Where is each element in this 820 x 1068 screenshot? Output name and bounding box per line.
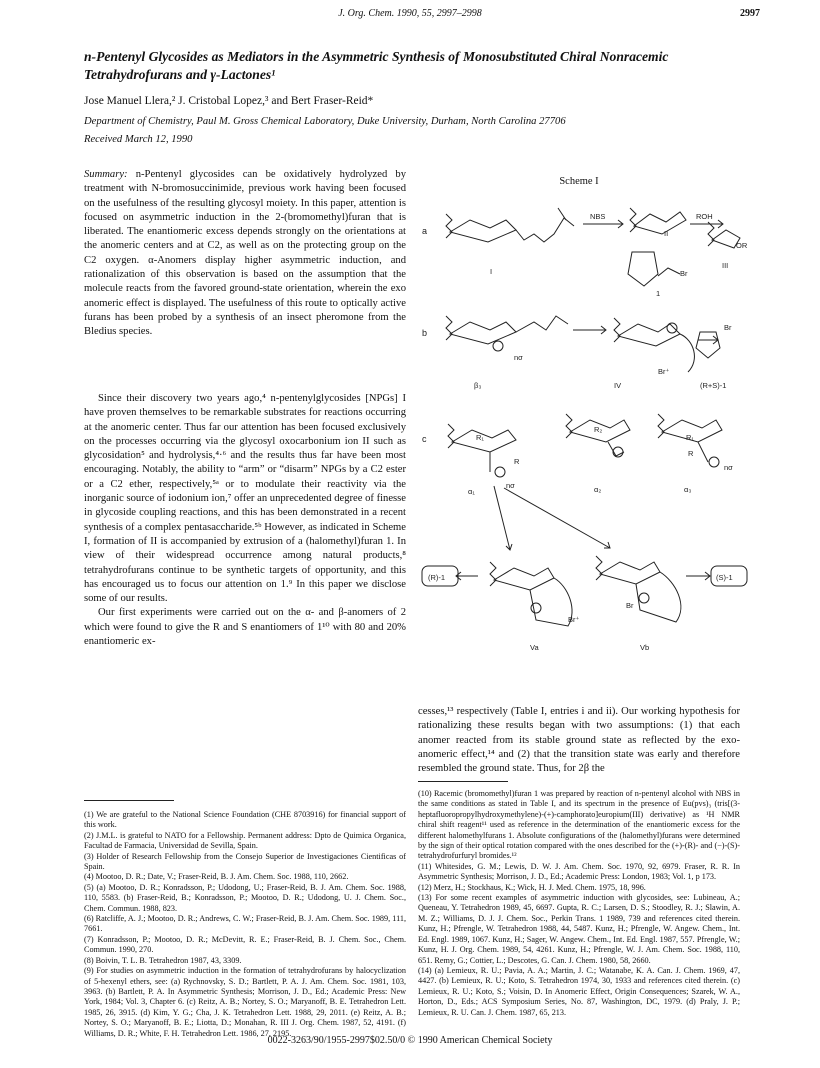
box-r1: (R)-1 bbox=[428, 573, 446, 582]
thf-ring-1 bbox=[628, 252, 658, 286]
footnote: (11) Whitesides, G. M.; Lewis, D. W. J. Am. Chem. Soc. 1970, 92, 6979. Fraser, R. R. In Asymmetric Synthesis; Morrison, J. D., Ed.; Academic Press: London, 1983; Vol. 1, p 173. bbox=[418, 861, 740, 882]
label-vb: Vb bbox=[640, 643, 650, 652]
author-list: Jose Manuel Llera,² J. Cristobal Lopez,³ and Bert Fraser-Reid* bbox=[84, 95, 374, 107]
label-or: OR bbox=[736, 241, 748, 250]
row-label-b: b bbox=[422, 328, 428, 338]
label-beta3: β₃ bbox=[474, 381, 482, 390]
label-compound-ii: II bbox=[664, 229, 669, 238]
footnote: (2) J.M.L. is grateful to NATO for a Fellowship. Permanent address: Dpto de Quimica Organica, Facultad de Farmacia, Universidad de Sevilla, Spain. bbox=[84, 830, 406, 851]
body-right bbox=[418, 705, 740, 776]
body-paragraph: cesses,¹³ respectively (Table I, entries i and ii). Our working hypothesis for rationalizing these results began with two assumptions: (1) that each anomer reacted from its stable ground state as reflected by the exo-anomeric effect,¹⁴ and (2) that the transition state was early and therefore resembled the ground state. Thus, for 2β the bbox=[418, 706, 740, 775]
summary bbox=[84, 168, 406, 340]
received-date: Received March 12, 1990 bbox=[84, 134, 193, 145]
arrow-to-va bbox=[494, 486, 510, 550]
label-alpha2: α₂ bbox=[594, 485, 602, 494]
arrow-to-vb bbox=[504, 488, 610, 548]
summary-text: n-Pentenyl glycosides can be oxidatively hydrolyzed by treatment with N-bromosuccinimide, previous work having been focused on the usefulness of the resulting glycosyl moiety. In this paper, attention is focused on asymmetric induction in the 2-(bromomethyl)furan that is liberated. The enantiomeric excess depends strongly on the orientations at the anomeric centers and at C2, as well as on the protecting group on the C2 oxygen. α-Anomers display higher asymmetric induction, and rationalization of this observation is based on the assumption that the molecule reacts from the favored ground-state orientation, wherein the exo anomeric effect is displayed. The usefulness of this route to optically active furans has been probed by a synthesis of an insect pheromone from the Bledius species. bbox=[84, 169, 407, 338]
label-br-va: Br⁺ bbox=[568, 615, 580, 624]
body-left bbox=[84, 392, 406, 649]
pyranose-ring-i bbox=[450, 220, 516, 242]
footnote: (7) Konradsson, P.; Mootoo, D. R.; McDevitt, R. E.; Fraser-Reid, B. J. Chem. Soc., Chem. Commun. 1990, 270. bbox=[84, 934, 406, 955]
intermediate-va bbox=[494, 568, 554, 590]
footnote: (3) Holder of Research Fellowship from the Consejo Superior de Investigaciones Cientificas of Spain. bbox=[84, 851, 406, 872]
footnote: (4) Mootoo, D. R.; Date, V.; Fraser-Reid, B. J. Am. Chem. Soc. 1988, 110, 2662. bbox=[84, 872, 349, 882]
summary-label: Summary: bbox=[84, 169, 128, 180]
article-title: n-Pentenyl Glycosides as Mediators in the Asymmetric Synthesis of Monosubstituted Chiral Nonracemic Tetrahydrofurans and γ-Lactones¹ bbox=[84, 49, 669, 82]
label-br-b: Br bbox=[724, 323, 732, 332]
page-footer: 0022-3263/90/1955-2997$02.50/0 © 1990 American Chemical Society bbox=[267, 1035, 553, 1046]
intermediate-iv bbox=[618, 324, 680, 346]
pentenyl-chain bbox=[516, 218, 574, 242]
footnote: (13) For some recent examples of asymmetric induction with glycosides, see: Lubineau, A.; Queneau, Y. Tetrahedron 1989, 45, 6697. Gupta, R. C.; Larsen, D. S.; Stoodley, R. J.; Slawin, A. M. Z.; Williams, D. J. J. Chem. Soc., Perkin Trans. 1 1989, 739 and references cited therein. Kunz, H.; Pfrengle, W. Tetrahedron 1988, 44, 5487. Kunz, H.; Pfrengle, W. Angew. Chem., Int. Ed. Engl. 1989, 1067. Kunz, H.; Sager, W. Angew. Chem., Int. Ed. Engl. 1987, 557. Pfrengle, W.; Kunz, H. J. Org. Chem. 1989, 54, 4261. Kunz, H.; Pfrengle, W. J. Am. Chem. Soc. 1988, 110, 651. Remy, G.; Cottier, L.; Descotes, G. Can. J. Chem. 1980, 58, 2660. bbox=[418, 893, 740, 965]
pyranose-ring-beta bbox=[450, 322, 516, 344]
footnote: (10) Racemic (bromomethyl)furan 1 was prepared by reaction of n-pentenyl alcohol with NBS in the same conditions as stated in Table I, and its spectrum in the presence of Eu(pvs)₃ (tris[(3-heptafluoropropylhydroxymethylene)-(+)-camphorato]europium(III) derivative) as ¹H NMR chiral shift reagent¹¹ used as reference in the determination of the enantiomeric excess for the different halomethylfurans 1. Absolute configurations of the (halomethyl)furans were determined by the sign of their optical rotation compared with the ones described for the (+)-(R)- and (−)-(S)-tetrahydrofurfuryl bromides.¹² bbox=[418, 789, 740, 861]
footnotes-right bbox=[418, 789, 740, 1018]
label-alpha3: α₃ bbox=[684, 485, 692, 494]
label-br-vb: Br bbox=[626, 601, 634, 610]
body-paragraph: Since their discovery two years ago,⁴ n-pentenylglycosides [NPGs] I have proven themselves to be remarkable substrates for reactions occurring at the anomeric center. Thus far our attention has been focused exclusively on the processes occurring via the glycosyl oxocarbonium ion II such as glycosidation⁵ and hydrolysis,⁴·⁶ and the results thus far have been most encouraging. Notably, the ability to “arm” or “disarm” NPGs by a C2 ester or a C2 ether, respectively,⁵ᵃ or to modulate their reactivity via the inorganic source of iodonium ion,⁷ offer an unprecedented degree of finesse in glycoside coupling reactions, and this has been demonstrated in a recent synthesis of a complex pentasaccharide.⁵ᵇ However, as indicated in Scheme I, formation of II is accompanied by extrusion of a (halomethyl)furan 1. In view of their widespread occurrence among natural products,⁸ tetrahydrofurans continue to be synthetic targets of opportunity, and this has encouraged us to focus our attention on 1.⁹ In this paper we disclose some of our results. bbox=[84, 393, 406, 605]
reagent-roh: ROH bbox=[696, 212, 713, 221]
wavy-bond bbox=[630, 208, 636, 232]
footnote: (14) (a) Lemieux, R. U.; Pavia, A. A.; Martin, J. C.; Watanabe, K. A. Can. J. Chem. 1969, 47, 4427. (b) Lemieux, R. U.; Koto, S. Tetrahedron 1974, 30, 1933 and references cited therein. (c) Lemieux, R. U.; Koto, S.; Voisin, D. In Anomeric Effect, Origin Consequences; Szarek, W. A., Horton, D., Eds.; ACS Symposium Series, No. 87, Washington, DC, 1979. (d) Praly, J. P.; Lemieux, R. U. Can. J. Chem. 1987, 65, 213. bbox=[418, 965, 740, 1017]
label-br-plus: Br⁺ bbox=[658, 367, 670, 376]
label-alpha1: α₁ bbox=[468, 487, 475, 496]
label-nsigma-b: nσ bbox=[514, 353, 523, 362]
footnote: (5) (a) Mootoo, D. R.; Konradsson, P.; Udodong, U.; Fraser-Reid, B. J. Am. Chem. Soc. 1988, 110, 5583. (b) Fraser-Reid, B.; Konradsson, P.; Mootoo, D. R.; Udodong, U. J. Chem. Soc., Chem. Commun. 1988, 823. bbox=[84, 882, 406, 913]
page-number: 2997 bbox=[740, 8, 760, 19]
label-va: Va bbox=[530, 643, 539, 652]
intermediate-vb bbox=[600, 562, 660, 584]
row-label-c: c bbox=[422, 434, 427, 444]
label-r2: R₂ bbox=[594, 425, 603, 434]
label-nsigma-c3: nσ bbox=[724, 463, 733, 472]
label-compound-iii: III bbox=[722, 261, 729, 270]
label-compound-iv: IV bbox=[614, 381, 622, 390]
label-r1: R₁ bbox=[476, 433, 484, 442]
affiliation: Department of Chemistry, Paul M. Gross Chemical Laboratory, Duke University, Durham, North Carolina 27706 bbox=[84, 116, 566, 127]
footnote: (6) Ratcliffe, A. J.; Mootoo, D. R.; Andrews, C. W.; Fraser-Reid, B. J. Am. Chem. Soc. 1989, 111, 7661. bbox=[84, 914, 406, 934]
wavy-bond bbox=[446, 316, 452, 340]
lone-pair-orbital bbox=[493, 341, 503, 351]
conformer-alpha1 bbox=[452, 430, 516, 452]
alkene-bond bbox=[558, 208, 566, 220]
footnote-rule-left bbox=[84, 800, 174, 801]
thf-product-b bbox=[696, 332, 720, 358]
footnote: (1) We are grateful to the National Science Foundation (CHE 8703916) for financial support of this work. bbox=[84, 810, 406, 830]
label-compound-i: I bbox=[490, 267, 493, 276]
label-compound-1: 1 bbox=[656, 289, 661, 298]
label-br-a: Br bbox=[680, 269, 688, 278]
scheme-figure bbox=[418, 190, 748, 700]
footnote: (9) For studies on asymmetric induction in the formation of tetrahydrofurans by halocyclization of 5-hexenyl ethers, see: (a) Rychnovsky, S. D.; Bartlett, P. A. J. Am. Chem. Soc. 1981, 103, 3963. (b) Bartlett, P. A. In Asymmetric Synthesis; Morrison, J. D., Ed.; Academic Press: New York, 1984; Vol. 3, Chapter 6. (c) Reitz, A. B.; Nortey, S. O.; Maryanoff, B. E. Tetrahedron Lett. 1985, 26, 3915. (d) Kim, Y. G.; Cha, J. K. Tetrahedron Lett. 1988, 29, 2011. (e) Reitz, A. B.; Nortey, S. O.; Maryanoff, B. E.; Liotta, D.; Monahan, R. III J. Org. Chem. 1987, 52, 4191. (f) Williams, D. R.; White, F. H. Tetrahedron Lett. 1986, 27, 2195. bbox=[84, 966, 406, 1038]
label-r: R bbox=[514, 457, 520, 466]
journal-citation: J. Org. Chem. 1990, 55, 2997–2998 bbox=[338, 8, 482, 19]
box-s1: (S)-1 bbox=[716, 573, 733, 582]
label-r-c3: R bbox=[688, 449, 694, 458]
oxocarbenium-ii bbox=[634, 212, 686, 234]
reagent-nbs: NBS bbox=[590, 212, 606, 221]
row-label-a: a bbox=[422, 226, 428, 236]
label-nsigma-c1: nσ bbox=[506, 481, 515, 490]
footnote: (8) Boivin, T. L. B. Tetrahedron 1987, 43, 3309. bbox=[84, 955, 242, 965]
footnote-rule-right bbox=[418, 781, 508, 782]
body-paragraph: Our first experiments were carried out on the α- and β-anomers of 2 which were found to give the R and S enantiomers of 1¹⁰ with 80 and 20% enantiomeric ex- bbox=[84, 607, 406, 648]
scheme-title: Scheme I bbox=[559, 176, 599, 187]
footnote: (12) Merz, H.; Stockhaus, K.; Wick, H. J. Med. Chem. 1975, 18, 996. bbox=[418, 882, 646, 892]
label-r1-c3: R₁ bbox=[686, 433, 694, 442]
wavy-bond bbox=[446, 214, 452, 238]
label-rs1: (R+S)-1 bbox=[700, 381, 727, 390]
footnotes-left bbox=[84, 810, 406, 1039]
